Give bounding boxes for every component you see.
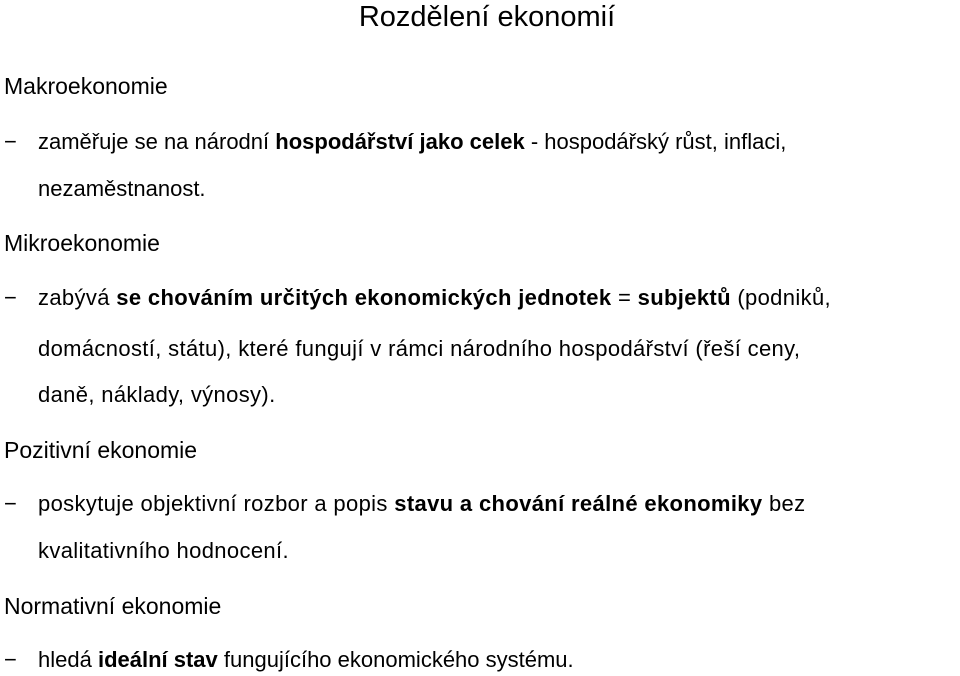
bold-text-run: ideální stav (97, 647, 218, 672)
bullet-dash: − (4, 491, 17, 516)
text-run: zaměřuje se na národní (38, 129, 276, 154)
text-run: daně, náklady, výnosy). (38, 382, 276, 407)
page-title: Rozdělení ekonomií (358, 1, 616, 33)
text-run: poskytuje objektivní rozbor a popis (38, 491, 395, 516)
text-line (38, 128, 786, 156)
text-line (38, 175, 206, 203)
bullet-dash: − (4, 285, 17, 310)
text-line (38, 490, 805, 518)
text-run: hledá (38, 647, 98, 672)
text-line (38, 335, 800, 363)
text-run: kvalitativního hodnocení. (38, 538, 289, 563)
bold-text-run: se chováním určitých ekonomických jednotek (116, 285, 612, 310)
bullet-dash: − (4, 647, 17, 672)
text-run: domácností, státu), které fungují v rámci národního hospodářství (řeší ceny, (38, 336, 801, 361)
bold-text-run: hospodářství jako celek (275, 129, 525, 154)
bold-text-run: stavu a chování reálné ekonomiky (394, 491, 763, 516)
text-run: nezaměstnanost. (38, 176, 206, 201)
bold-text-run: subjektů (637, 285, 731, 310)
text-run: (podniků, (730, 285, 831, 310)
bullet-dash: − (4, 129, 17, 154)
text-run: = (611, 285, 638, 310)
text-line (38, 537, 289, 565)
text-run: bez (762, 491, 806, 516)
text-line (38, 284, 831, 312)
text-line (38, 646, 574, 674)
text-run: - hospodářský růst, inflaci, (524, 129, 787, 154)
section-heading-pozitivni-ekonomie: Pozitivní ekonomie (4, 437, 198, 463)
section-heading-mikroekonomie: Mikroekonomie (4, 230, 160, 256)
section-heading-normativni-ekonomie: Normativní ekonomie (4, 593, 222, 619)
text-line (38, 381, 276, 409)
section-heading-makroekonomie: Makroekonomie (4, 73, 168, 99)
text-run: fungujícího ekonomického systému. (217, 647, 574, 672)
text-run: zabývá (38, 285, 117, 310)
